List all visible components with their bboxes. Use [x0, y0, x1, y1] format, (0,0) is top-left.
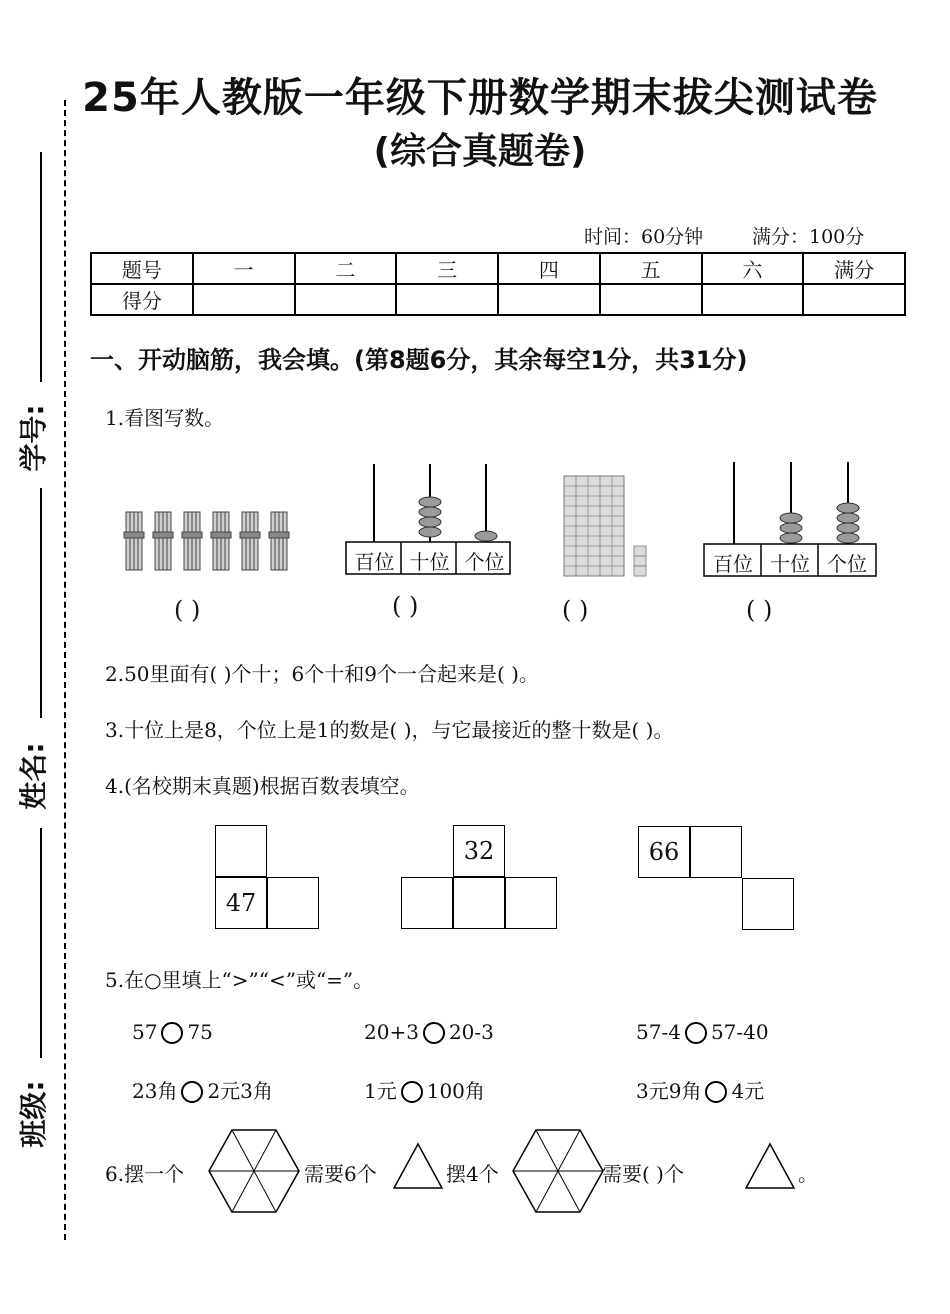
score-cell[interactable]	[702, 284, 804, 315]
chart-box-empty[interactable]	[267, 877, 319, 929]
compare-item	[364, 1075, 485, 1104]
place-label-tens: 十位	[770, 552, 810, 576]
place-label-hundreds: 百位	[354, 550, 395, 574]
compare-right: 100角	[426, 1079, 485, 1103]
chart-box-empty[interactable]	[505, 877, 557, 929]
compare-left: 20+3	[364, 1020, 419, 1044]
score-cell[interactable]	[498, 284, 600, 315]
header-cell: 四	[498, 253, 600, 284]
score-table-score-row	[91, 284, 905, 315]
question-4: 4.(名校期末真题)根据百数表填空。	[105, 774, 420, 798]
compare-left: 3元9角	[636, 1079, 702, 1103]
score-table-header-row	[91, 253, 905, 284]
compare-item	[364, 1020, 494, 1044]
name-label: 姓名:	[17, 742, 50, 810]
hundred-block-figure	[560, 474, 652, 578]
header-cell: 六	[702, 253, 804, 284]
time-info: 时间：60分钟	[584, 226, 704, 248]
question-5: 5.在○里填上“>”“<”或“=”。	[105, 968, 374, 992]
header-cell: 二	[295, 253, 397, 284]
chart-box-empty[interactable]	[453, 877, 505, 929]
sideline-3	[40, 828, 42, 1058]
stick-bundles-figure	[122, 506, 302, 572]
sideline-2	[40, 488, 42, 718]
question-6-part1: 6.摆一个	[105, 1162, 185, 1186]
compare-circle[interactable]	[161, 1022, 183, 1044]
question-2: 2.50里面有( )个十；6个十和9个一合起来是( )。	[105, 662, 539, 686]
chart-box-empty[interactable]	[401, 877, 453, 929]
compare-circle[interactable]	[401, 1081, 423, 1103]
score-cell[interactable]	[600, 284, 702, 315]
question-6-part2: 需要6个	[304, 1162, 377, 1186]
place-label-hundreds: 百位	[713, 552, 753, 576]
compare-left: 57	[132, 1020, 158, 1044]
chart-box-47: 47	[215, 877, 267, 929]
question-3: 3.十位上是8，个位上是1的数是( )，与它最接近的整十数是( )。	[105, 718, 674, 742]
chart-box-66: 66	[638, 826, 690, 878]
compare-circle[interactable]	[181, 1081, 203, 1103]
compare-left: 57-4	[636, 1020, 681, 1044]
compare-item	[132, 1020, 213, 1044]
question-6-part4: 需要( )个	[602, 1162, 684, 1186]
header-cell: 五	[600, 253, 702, 284]
section-1-heading: 一、开动脑筋，我会填。(第8题6分，其余每空1分，共31分)	[90, 346, 748, 374]
hexagon-icon	[510, 1128, 606, 1214]
question-6-part3: 摆4个	[446, 1162, 499, 1186]
chart-box-empty[interactable]	[215, 825, 267, 877]
page-title: 25年人教版一年级下册数学期末拔尖测试卷	[82, 75, 878, 121]
triangle-icon	[744, 1142, 796, 1190]
score-cell[interactable]	[193, 284, 295, 315]
binding-dashed-line	[64, 100, 66, 1240]
page-subtitle: (综合真题卷)	[373, 131, 587, 172]
header-cell: 满分	[803, 253, 905, 284]
header-cell: 三	[396, 253, 498, 284]
answer-paren-2[interactable]: ( )	[392, 592, 419, 620]
class-label: 班级:	[17, 1080, 50, 1148]
header-cell: 题号	[91, 253, 193, 284]
compare-left: 1元	[364, 1079, 397, 1103]
question-1: 1.看图写数。	[105, 406, 225, 430]
hexagon-icon	[206, 1128, 302, 1214]
chart-box-empty[interactable]	[690, 826, 742, 878]
chart-box-32: 32	[453, 825, 505, 877]
student-id-label: 学号:	[17, 404, 50, 472]
compare-circle[interactable]	[685, 1022, 707, 1044]
sideline-1	[40, 152, 42, 382]
compare-left: 23角	[132, 1079, 178, 1103]
answer-paren-3[interactable]: ( )	[562, 596, 589, 624]
score-row-label: 得分	[91, 284, 193, 315]
question-6-part5: 。	[798, 1162, 818, 1186]
place-label-tens: 十位	[409, 550, 450, 574]
compare-right: 4元	[731, 1079, 765, 1103]
chart-box-empty[interactable]	[742, 878, 794, 930]
full-score-info: 满分：100分	[752, 226, 865, 248]
score-table	[90, 252, 906, 316]
place-label-ones: 个位	[827, 552, 867, 576]
answer-paren-4[interactable]: ( )	[746, 596, 773, 624]
triangle-icon	[392, 1142, 444, 1190]
answer-paren-1[interactable]: ( )	[174, 596, 201, 624]
compare-right: 2元3角	[207, 1079, 273, 1103]
compare-item	[132, 1075, 273, 1104]
compare-right: 20-3	[448, 1020, 494, 1044]
compare-item	[636, 1075, 764, 1104]
score-cell[interactable]	[396, 284, 498, 315]
score-cell[interactable]	[295, 284, 397, 315]
place-label-ones: 个位	[464, 550, 505, 574]
compare-right: 57-40	[710, 1020, 769, 1044]
header-cell: 一	[193, 253, 295, 284]
score-cell[interactable]	[803, 284, 905, 315]
compare-circle[interactable]	[423, 1022, 445, 1044]
compare-circle[interactable]	[705, 1081, 727, 1103]
compare-item	[636, 1020, 769, 1044]
compare-right: 75	[187, 1020, 213, 1044]
